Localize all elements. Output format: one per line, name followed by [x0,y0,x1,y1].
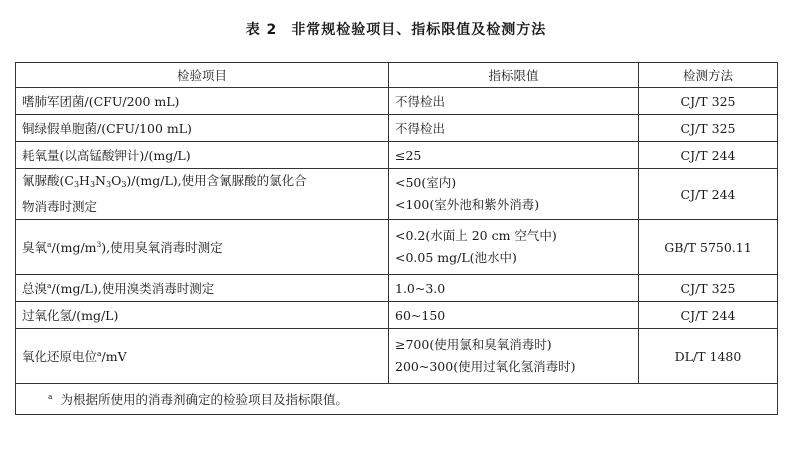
limit-cell: ≤25 [389,142,639,169]
method-cell: CJ/T 325 [639,275,778,302]
limit-cell: 不得检出 [389,115,639,142]
header-row [16,63,778,88]
footnote-mark: a [47,281,52,290]
item-line: 氰脲酸$(C_3H_3N_3O_3)/(mg/L)$,使用含氰脲酸的氯化合 [22,173,307,189]
limit-cell [389,169,639,220]
inspection-table [15,62,778,415]
limit-line: 200~300(使用过氧化氢消毒时) [395,359,576,374]
item-cell: 嗜肺军团菌/(CFU/200 mL) [16,88,389,115]
limit-cell: 不得检出 [389,88,639,115]
header-item: 检验项目 [16,63,389,88]
table-row [16,220,778,275]
limit-line: <0.05 mg/L(池水中) [395,250,517,265]
limit-cell [389,329,639,384]
header-method: 检测方法 [639,63,778,88]
limit-line: ≥700(使用氯和臭氧消毒时) [395,337,552,352]
footnote-text: 为根据所使用的消毒剂确定的检验项目及指标限值。 [60,392,348,407]
limit-line: <100(室外池和紫外消毒) [395,197,540,212]
method-cell: GB/T 5750.11 [639,220,778,275]
table-row [16,142,778,169]
item-cell: 铜绿假单胞菌/(CFU/100 mL) [16,115,389,142]
table-container [15,62,777,415]
item-line: 物消毒时测定 [22,199,98,214]
method-cell: CJ/T 244 [639,169,778,220]
limit-line: <0.2(水面上 20 cm 空气中) [395,228,557,243]
limit-line: <50(室内) [395,175,457,190]
method-cell: CJ/T 244 [639,302,778,329]
item-cell: 过氧化氢/(mg/L) [16,302,389,329]
footnote-cell [16,384,778,415]
footnote-row [16,384,778,415]
item-cell: 氧化还原电位$^a$/mV [16,329,389,384]
table-caption: 非常规检验项目、指标限值及检测方法 [291,22,547,38]
table-row [16,302,778,329]
footnote-mark: a [47,240,52,249]
table-row [16,88,778,115]
table-row [16,329,778,384]
item-cell: 臭氧$^a/(mg/m^3)$,使用臭氧消毒时测定 [16,220,389,275]
limit-cell: 1.0~3.0 [389,275,639,302]
method-cell: DL/T 1480 [639,329,778,384]
item-cell [16,169,389,220]
footnote-mark: a [97,349,102,358]
table-row [16,275,778,302]
table-number: 表 2 [245,22,278,38]
table-row [16,169,778,220]
table-row [16,115,778,142]
header-limit: 指标限值 [389,63,639,88]
method-cell: CJ/T 244 [639,142,778,169]
method-cell: CJ/T 325 [639,88,778,115]
footnote-mark: a [48,392,53,401]
limit-cell: 60~150 [389,302,639,329]
item-cell: 耗氧量(以高锰酸钾计)/(mg/L) [16,142,389,169]
item-cell: 总溴$^a$/(mg/L),使用溴类消毒时测定 [16,275,389,302]
table-title [0,20,792,40]
method-cell: CJ/T 325 [639,115,778,142]
limit-cell [389,220,639,275]
